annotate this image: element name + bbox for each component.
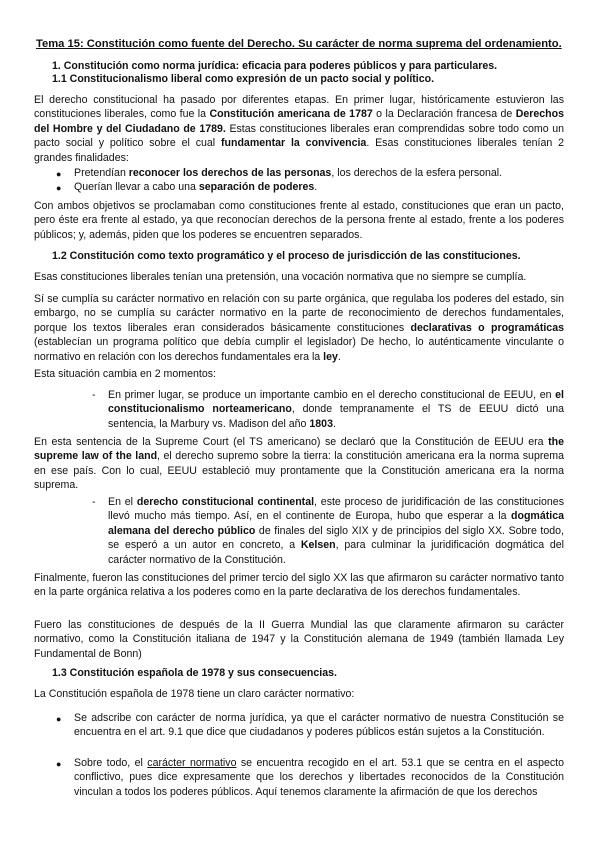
paragraph-9: La Constitución española de 1978 tiene un claro carácter normativo: (34, 688, 355, 700)
paragraph-7: Finalmente, fueron las constituciones del primer tercio del siglo XX las que afirmaron su carácter normativo tanto en la parte orgánica relativa a los poderes como en la parte declarativa de los derechos fundamentales. (34, 572, 564, 599)
bullet-icon: ● (56, 169, 62, 179)
list-item: En primer lugar, se produce un importante cambio en el derecho constitucional de EEUU, en el constitucionalismo norteamericano, donde tempranamente el TS de EEUU dictó una sentencia, la Marbury vs. Madison del año 1803. (108, 389, 564, 430)
paragraph-8: Fuero las constituciones de después de la II Guerra Mundial las que claramente afirmaron su carácter normativo, como la Constitución italiana de 1947 y la Constitución alemana de 1949 (también llamada Ley Fundamental de Bonn) (34, 619, 564, 660)
bullet-icon: ● (56, 714, 62, 724)
paragraph-4: Sí se cumplía su carácter normativo en relación con su parte orgánica, que regulaba los poderes del estado, sin embargo, no se cumplía su carácter normativo en la parte de reconocimiento de derechos fundamentales, porque los textos liberales eran considerados básicamente constituciones declarativas o programáticas (establecían un programa político que debía cumplir el legislador) De hecho, lo auténticamente vinculante o normativo en relación con los derechos fundamentales era la ley. (34, 293, 564, 363)
paragraph-1: El derecho constitucional ha pasado por diferentes etapas. En primer lugar, históricamente estuvieron las constituciones liberales, como fue la Constitución americana de 1787 o la Declaración francesa de Derechos del Hombre y del Ciudadano de 1789. Estas constituciones liberales eran comprendidas sobre todo como un pacto social y político sobre el cual fundamentar la convivencia. Esas constituciones liberales tenían 2 grandes finalidades: (34, 94, 564, 164)
list-item: Querían llevar a cabo una separación de poderes. (74, 181, 318, 193)
list-item: Pretendían reconocer los derechos de las personas, los derechos de la esfera personal. (74, 167, 503, 179)
paragraph-5: Esta situación cambia en 2 momentos: (34, 368, 216, 380)
heading-1: 1. Constitución como norma jurídica: eficacia para poderes públicos y para particulares. (52, 60, 498, 72)
heading-1-2: 1.2 Constitución como texto programático y el proceso de jurisdicción de las constituciones. (52, 250, 521, 262)
paragraph-6: En esta sentencia de la Supreme Court (el TS americano) se declaró que la Constitución de EEUU era the supreme law of the land, el derecho supremo sobre la tierra: la constitución americana era la norma suprema en ese país. Con lo cual, EEUU estableció muy prontamente que la Constitución americana era la norma suprema. (34, 436, 564, 492)
bullet-icon: ● (56, 183, 62, 193)
list-item: En el derecho constitucional continental, este proceso de juridificación de las constituciones llevó mucho más tiempo. Así, en el continente de Europa, hubo que esperar a la dogmática alemana del derecho público de finales del siglo XIX y de principios del siglo XX. Sobre todo, se esperó a un autor en concreto, a Kelsen, para culminar la juridificación dogmática del carácter normativo de la Constitución. (108, 496, 564, 566)
list-item: Sobre todo, el carácter normativo se encuentra recogido en el art. 53.1 que se centra en el aspecto conflictivo, pues dice expresamente que los derechos y libertades reconocidos de la Constitución vinculan a todos los poderes públicos. Aquí tenemos claramente la afirmación de que los derechos (74, 757, 564, 798)
heading-1-3: 1.3 Constitución española de 1978 y sus consecuencias. (52, 667, 337, 679)
paragraph-3: Esas constituciones liberales tenían una pretensión, una vocación normativa que no siempre se cumplía. (34, 271, 527, 283)
dash-marker: - (92, 389, 96, 401)
dash-marker: - (92, 496, 96, 508)
bullet-icon: ● (56, 759, 62, 769)
paragraph-2: Con ambos objetivos se proclamaban como constituciones frente al estado, constituciones que eran un pacto, pero éste era frente al estado, ya que reconocían derechos de la persona frente al estado, frente a los poderes públicos; y, además, piden que los poderes se encuentren separados. (34, 200, 564, 241)
list-item: Se adscribe con carácter de norma jurídica, ya que el carácter normativo de nuestra Constitución se encuentra en el art. 9.1 que dice que ciudadanos y poderes públicos están sujetos a la Constitución. (74, 712, 564, 739)
document-title: Tema 15: Constitución como fuente del Derecho. Su carácter de norma suprema del ordenamiento. (36, 38, 562, 50)
heading-1-1: 1.1 Constitucionalismo liberal como expresión de un pacto social y político. (52, 73, 435, 85)
